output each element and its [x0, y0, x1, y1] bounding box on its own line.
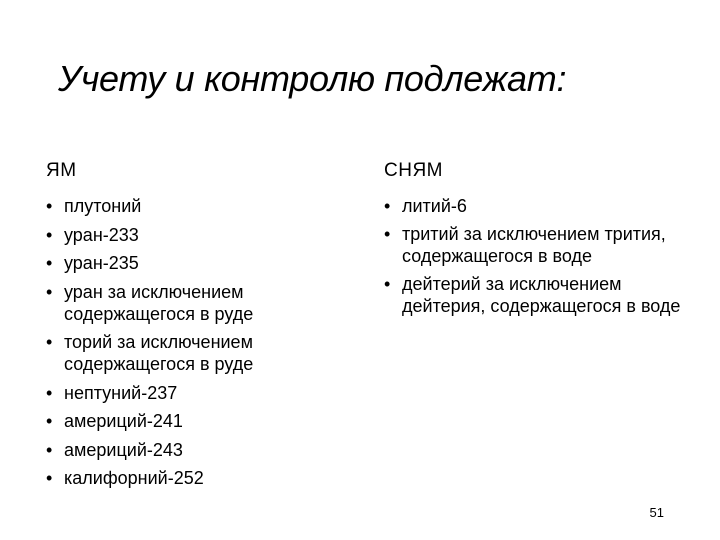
list-item: • тритий за исключением трития, содержащегося в воде: [384, 223, 684, 267]
nuclear-materials-column: [46, 160, 346, 496]
special-non-nuclear-materials-list: [384, 195, 684, 317]
list-item: • торий за исключением содержащегося в руде: [46, 331, 346, 375]
list-item: • уран-235: [46, 252, 346, 274]
list-item: • уран за исключением содержащегося в руде: [46, 281, 346, 325]
list-item: • калифорний-252: [46, 467, 346, 489]
nuclear-materials-list: [46, 195, 346, 489]
list-item: • плутоний: [46, 195, 346, 217]
list-item: • уран-233: [46, 224, 346, 246]
list-item: • литий-6: [384, 195, 684, 217]
slide-title: Учету и контролю подлежат:: [58, 58, 567, 99]
special-non-nuclear-materials-heading: СНЯМ: [384, 160, 443, 181]
list-item: • америций-243: [46, 439, 346, 461]
list-item: • нептуний-237: [46, 382, 346, 404]
nuclear-materials-heading: ЯМ: [46, 160, 77, 181]
page-number: 51: [649, 505, 664, 520]
list-item: • америций-241: [46, 410, 346, 432]
list-item: • дейтерий за исключением дейтерия, содержащегося в воде: [384, 273, 684, 317]
special-non-nuclear-materials-column: [384, 160, 684, 323]
